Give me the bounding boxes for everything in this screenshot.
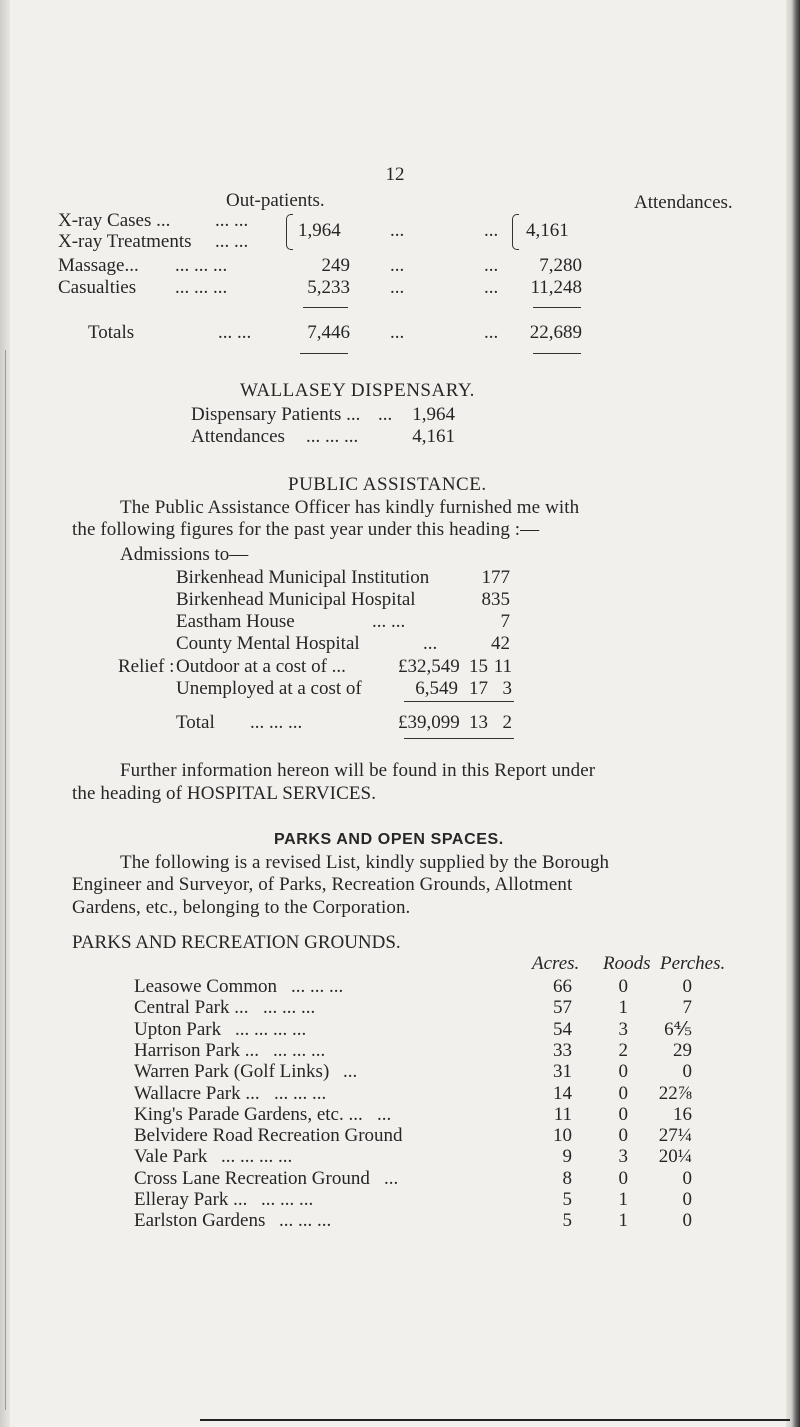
xray-attendances-value: 4,161 xyxy=(526,220,569,241)
row-dots: ... xyxy=(343,1061,358,1083)
park-name: Earlston Gardens xyxy=(134,1210,266,1232)
park-perches: 0 xyxy=(682,976,692,997)
park-roods: 0 xyxy=(618,1061,628,1083)
row-dots: ... xyxy=(484,322,499,343)
admission-label: Eastham House xyxy=(176,611,295,632)
dispensary-patients-label: Dispensary Patients ... xyxy=(191,404,361,425)
parks-subheading: PARKS AND RECREATION GROUNDS. xyxy=(72,932,401,953)
admission-label: County Mental Hospital xyxy=(176,633,360,654)
perches-column-header: Perches. xyxy=(660,953,726,974)
park-roods: 0 xyxy=(618,1103,628,1125)
park-acres: 31 xyxy=(553,1061,572,1083)
relief-label: Relief : xyxy=(118,656,175,677)
row-dots: ... ... ... xyxy=(273,1039,326,1061)
row-dots: ... ... ... xyxy=(175,255,228,276)
relief-unemployed-pounds: 6,549 xyxy=(415,678,458,699)
park-roods: 0 xyxy=(618,1082,628,1104)
relief-total-rule xyxy=(404,738,514,739)
massage-outpatients-value: 249 xyxy=(321,255,350,276)
row-dots: ... xyxy=(423,633,438,654)
row-dots: ... xyxy=(484,255,499,276)
relief-outdoor-shillings: 15 xyxy=(469,656,488,677)
row-dots: ... ... ... xyxy=(261,1189,314,1210)
totals-rule xyxy=(300,353,348,354)
page-right-edge xyxy=(786,0,800,1427)
park-name: Elleray Park ... xyxy=(134,1189,248,1210)
casualties-outpatients-value: 5,233 xyxy=(307,277,350,298)
massage-attendances-value: 7,280 xyxy=(539,255,582,276)
park-name: Upton Park xyxy=(134,1018,222,1040)
outpatients-column-header: Out-patients. xyxy=(226,190,325,211)
park-perches: 0 xyxy=(682,1210,692,1232)
park-acres: 10 xyxy=(553,1125,572,1147)
attendances-column-header: Attendances. xyxy=(634,192,733,213)
relief-total-shillings: 13 xyxy=(469,712,488,733)
row-label-massage: Massage... xyxy=(58,255,139,276)
subtotal-rule xyxy=(533,307,581,308)
row-dots: ... ... ... xyxy=(279,1210,332,1232)
admission-label: Birkenhead Municipal Hospital xyxy=(176,589,416,610)
park-acres: 66 xyxy=(553,976,572,997)
park-roods: 1 xyxy=(618,997,628,1019)
relief-total-pounds: £39,099 xyxy=(398,712,460,733)
relief-total-pence: 2 xyxy=(502,712,512,733)
row-dots: ... xyxy=(384,1167,399,1189)
park-roods: 1 xyxy=(618,1189,628,1210)
parks-intro-line1: The following is a revised List, kindly supplied by the Borough xyxy=(120,852,610,873)
parks-intro-line3: Gardens, etc., belonging to the Corporation. xyxy=(72,897,411,918)
dispensary-attendances-value: 4,161 xyxy=(412,426,455,447)
park-roods: 3 xyxy=(618,1018,628,1040)
row-dots: ... ... xyxy=(372,611,406,632)
park-roods: 0 xyxy=(618,1167,628,1189)
park-name: Central Park ... xyxy=(134,997,249,1019)
park-acres: 57 xyxy=(553,997,572,1019)
casualties-attendances-value: 11,248 xyxy=(530,277,582,298)
relief-unemployed-label: Unemployed at a cost of xyxy=(176,678,362,699)
row-dots: ... xyxy=(484,220,499,241)
park-name: Harrison Park ... xyxy=(134,1039,260,1061)
dispensary-heading: WALLASEY DISPENSARY. xyxy=(240,380,475,401)
acres-column-header: Acres. xyxy=(532,953,580,974)
park-perches: 7 xyxy=(682,997,692,1019)
relief-rule xyxy=(404,701,514,702)
park-acres: 8 xyxy=(562,1167,572,1189)
row-dots: ... ... xyxy=(218,322,252,343)
public-assistance-intro-line1: The Public Assistance Officer has kindly furnished me with xyxy=(120,497,580,518)
relief-outdoor-pence: 11 xyxy=(493,656,512,677)
park-name: Belvidere Road Recreation Ground xyxy=(134,1125,403,1147)
park-perches: 6⅘ xyxy=(664,1018,692,1040)
row-dots: ... xyxy=(390,255,405,276)
park-acres: 14 xyxy=(553,1082,572,1104)
park-acres: 9 xyxy=(562,1146,572,1168)
public-assistance-heading: PUBLIC ASSISTANCE. xyxy=(288,474,487,495)
totals-outpatients-value: 7,446 xyxy=(307,322,350,343)
park-name: Vale Park xyxy=(134,1146,208,1168)
row-dots: ... xyxy=(390,277,405,298)
admission-value: 42 xyxy=(491,633,510,654)
row-dots: ... ... xyxy=(215,231,249,252)
park-acres: 33 xyxy=(553,1039,572,1061)
row-dots: ... ... ... xyxy=(263,997,316,1019)
admission-value: 835 xyxy=(481,589,510,610)
row-dots: ... ... xyxy=(215,210,249,231)
row-label-casualties: Casualties xyxy=(58,277,137,298)
park-roods: 0 xyxy=(618,1125,628,1147)
brace-right xyxy=(512,214,519,250)
row-dots: ... ... ... ... xyxy=(235,1018,307,1040)
park-acres: 5 xyxy=(562,1189,572,1210)
row-dots: ... ... ... xyxy=(250,712,303,733)
park-roods: 0 xyxy=(618,976,628,997)
park-perches: 22⅞ xyxy=(658,1082,692,1104)
further-info-line2: the heading of HOSPITAL SERVICES. xyxy=(72,783,377,804)
row-dots: ... xyxy=(378,404,393,425)
park-roods: 2 xyxy=(618,1039,628,1061)
row-dots: ... ... ... ... xyxy=(221,1146,293,1168)
row-dots: ... xyxy=(377,1103,392,1125)
admissions-label: Admissions to— xyxy=(120,544,249,565)
brace-left xyxy=(286,214,293,250)
relief-unemployed-shillings: 17 xyxy=(469,678,488,699)
park-roods: 3 xyxy=(618,1146,628,1168)
row-dots: ... ... ... xyxy=(306,426,359,447)
relief-total-label: Total xyxy=(176,712,215,733)
park-acres: 54 xyxy=(553,1018,572,1040)
park-name: Leasowe Common xyxy=(134,976,278,997)
row-dots: ... ... ... xyxy=(291,976,344,997)
admission-label: Birkenhead Municipal Institution xyxy=(176,567,430,588)
parks-heading: PARKS AND OPEN SPACES. xyxy=(274,831,504,848)
row-label-xray-treatments: X-ray Treatments xyxy=(58,231,192,252)
park-name: Cross Lane Recreation Ground xyxy=(134,1167,370,1189)
row-dots: ... ... ... xyxy=(175,277,228,298)
park-perches: 20¼ xyxy=(658,1146,692,1168)
totals-label: Totals xyxy=(88,322,135,343)
park-perches: 29 xyxy=(673,1039,692,1061)
row-dots: ... xyxy=(390,322,405,343)
row-dots: ... xyxy=(390,220,405,241)
page-fold-line xyxy=(5,350,6,1410)
totals-attendances-value: 22,689 xyxy=(529,322,582,343)
subtotal-rule xyxy=(303,307,348,308)
relief-outdoor-label: Outdoor at a cost of ... xyxy=(176,656,346,677)
relief-unemployed-pence: 3 xyxy=(502,678,512,699)
row-dots: ... xyxy=(484,277,499,298)
dispensary-attendances-label: Attendances xyxy=(191,426,285,447)
page-bottom-edge xyxy=(200,1419,790,1421)
park-perches: 27¼ xyxy=(658,1125,692,1147)
park-roods: 1 xyxy=(618,1210,628,1232)
xray-outpatients-value: 1,964 xyxy=(298,220,341,241)
row-label-xray-cases: X-ray Cases ... xyxy=(58,210,171,231)
park-perches: 16 xyxy=(673,1103,692,1125)
park-acres: 5 xyxy=(562,1210,572,1232)
park-name: King's Parade Gardens, etc. ... xyxy=(134,1103,363,1125)
dispensary-patients-value: 1,964 xyxy=(412,404,455,425)
further-info-line1: Further information hereon will be found in this Report under xyxy=(120,760,596,781)
totals-rule xyxy=(533,353,581,354)
row-dots: ... ... ... xyxy=(274,1082,327,1104)
admission-value: 177 xyxy=(481,567,510,588)
roods-column-header: Roods xyxy=(603,953,651,974)
park-acres: 11 xyxy=(553,1103,572,1125)
relief-outdoor-pounds: £32,549 xyxy=(398,656,460,677)
park-name: Warren Park (Golf Links) xyxy=(134,1061,330,1083)
park-perches: 0 xyxy=(682,1189,692,1210)
park-name: Wallacre Park ... xyxy=(134,1082,260,1104)
page-number: 12 xyxy=(385,164,405,185)
parks-intro-line2: Engineer and Surveyor, of Parks, Recreation Grounds, Allotment xyxy=(72,874,573,895)
admission-value: 7 xyxy=(500,611,510,632)
park-perches: 0 xyxy=(682,1061,692,1083)
park-perches: 0 xyxy=(682,1167,692,1189)
public-assistance-intro-line2: the following figures for the past year under this heading :— xyxy=(72,519,540,540)
